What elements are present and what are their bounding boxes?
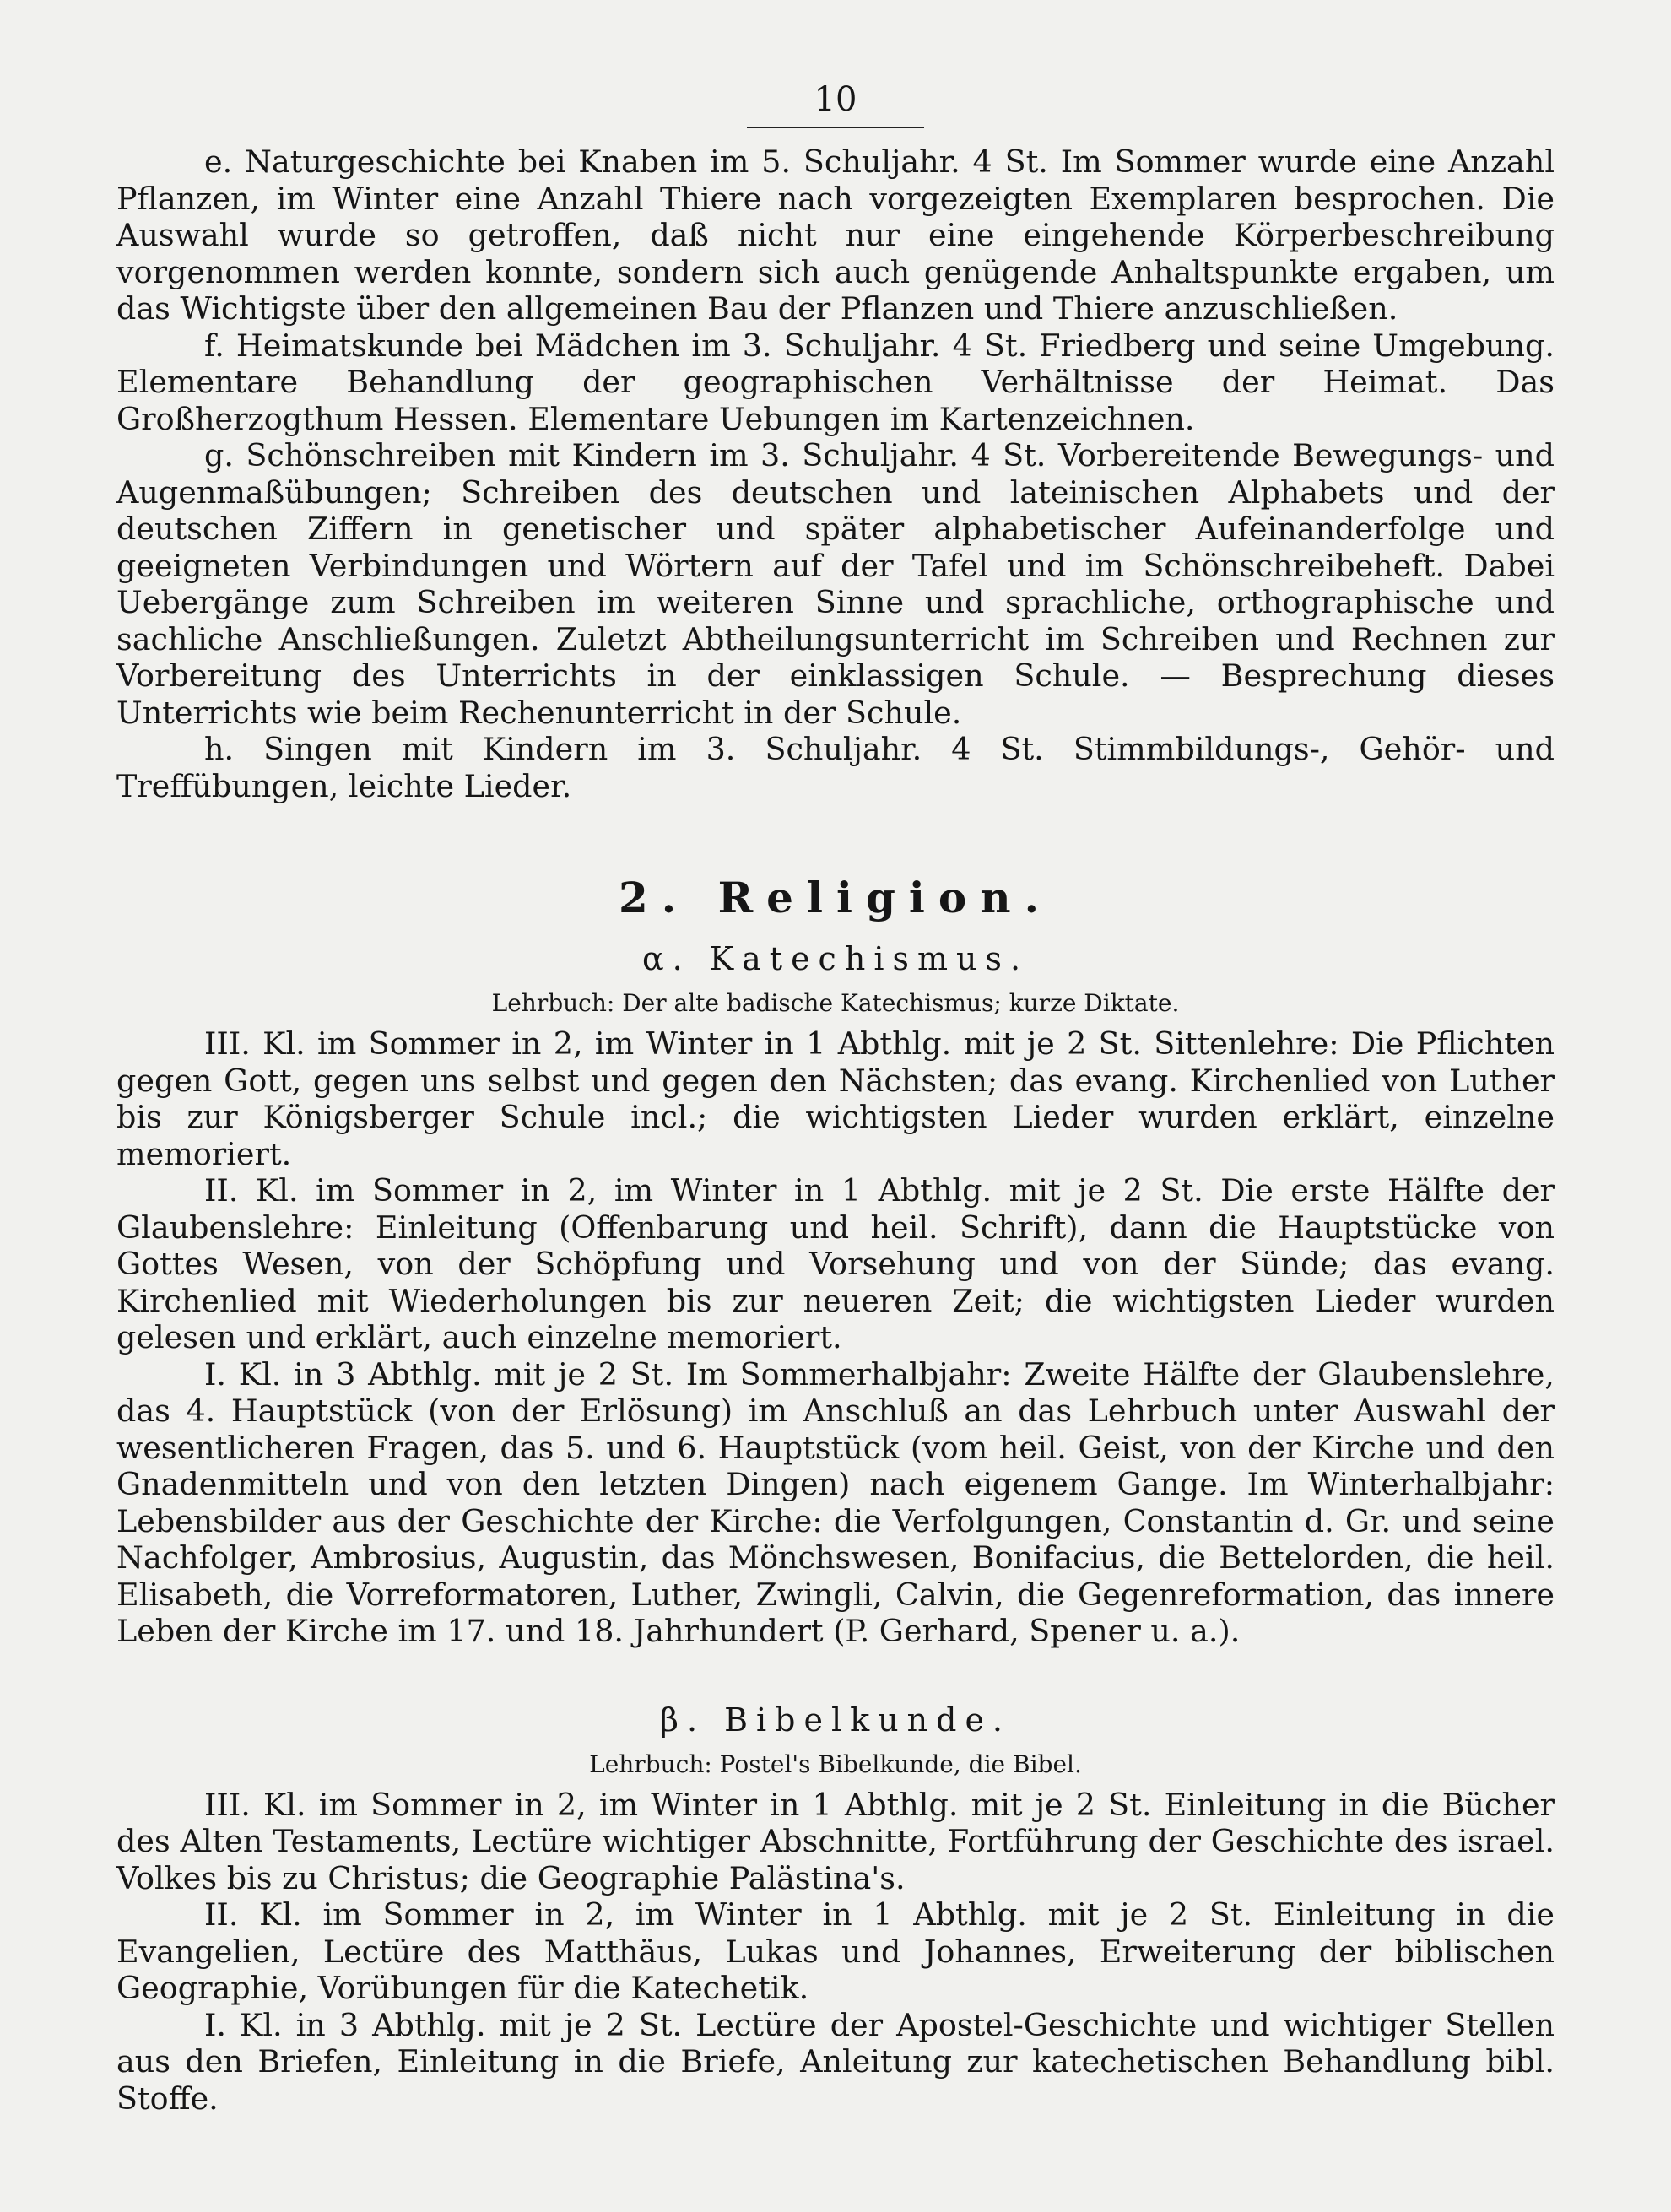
intro-section [116, 143, 1555, 804]
paragraph-katechismus-klasse-1: I. Kl. in 3 Abthlg. mit je 2 St. Im Sommerhalbjahr: Zweite Hälfte der Glaubenslehre, das 4. Hauptstück (von der Erlösung) im Anschluß an das Lehrbuch unter Auswahl der wesentlicheren Fragen, das 5. und 6. Hauptstück (vom heil. Geist, von der Kirche und den Gnadenmitteln und von den letzten Dingen) nach eigenem Gange. Im Winterhalbjahr: Lebensbilder aus der Geschichte der Kirche: die Verfolgungen, Constantin d. Gr. und seine Nachfolger, Ambrosius, Augustin, das Mönchswesen, Bonifacius, die Bettelorden, die heil. Elisabeth, die Vorreformatoren, Luther, Zwingli, Calvin, die Gegenreformation, das innere Leben der Kirche im 17. und 18. Jahrhundert (P. Gerhard, Spener u. a.). [116, 1355, 1555, 1649]
textbook-katechismus: Lehrbuch: Der alte badische Katechismus; kurze Diktate. [491, 989, 1180, 1017]
paragraph-katechismus-klasse-2: II. Kl. im Sommer in 2, im Winter in 1 Abthlg. mit je 2 St. Die erste Hälfte der Glaubenslehre: Einleitung (Offenbarung und heil. Schrift), dann die Hauptstücke von Gottes Wesen, von der Schöpfung und Vorsehung und von der Sünde; das evang. Kirchenlied mit Wiederholungen bis zur neueren Zeit; die wichtigsten Lieder wurden gelesen und erklärt, auch einzelne memoriert. [116, 1172, 1555, 1355]
paragraph-katechismus-klasse-3: III. Kl. im Sommer in 2, im Winter in 1 Abthlg. mit je 2 St. Sittenlehre: Die Pflichten gegen Gott, gegen uns selbst und gegen den Nächsten; das evang. Kirchenlied von Luther bis zur Königsberger Schule incl.; die wichtigsten Lieder wurden erklärt, einzelne memoriert. [116, 1025, 1555, 1172]
subsection-title-bibelkunde: β. Bibelkunde. [659, 1701, 1012, 1739]
paragraph-bibelkunde-klasse-1: I. Kl. in 3 Abthlg. mit je 2 St. Lectüre der Apostel-Geschichte und wichtiger Stellen aus den Briefen, Einleitung in die Briefe, Anleitung zur katechetischen Behandlung bibl. Stoffe. [116, 2006, 1555, 2117]
paragraph-singen: h. Singen mit Kindern im 3. Schuljahr. 4 St. Stimmbildungs-, Gehör- und Treffübungen, leichte Lieder. [116, 731, 1555, 804]
subsection-katechismus [116, 939, 1555, 1650]
page-number: 10 [814, 80, 857, 119]
paragraph-schoenschreiben: g. Schönschreiben mit Kindern im 3. Schuljahr. 4 St. Vorbereitende Bewegungs- und Augenmaßübungen; Schreiben des deutschen und lateinischen Alphabets und der deutschen Ziffern in genetischer und später alphabetischer Aufeinanderfolge und geeigneten Verbindungen und Wörtern auf der Tafel und im Schönschreibeheft. Dabei Uebergänge zum Schreiben im weiteren Sinne und sprachliche, orthographische und sachliche Anschließungen. Zuletzt Abtheilungsunterricht im Schreiben und Rechnen zur Vorbereitung des Unterrichts in der einklassigen Schule. — Besprechung dieses Unterrichts wie beim Rechenunterricht in der Schule. [116, 437, 1555, 731]
subsection-title-katechismus: α. Katechismus. [641, 940, 1030, 977]
textbook-bibelkunde: Lehrbuch: Postel's Bibelkunde, die Bibel. [589, 1750, 1082, 1778]
paragraph-bibelkunde-klasse-3: III. Kl. im Sommer in 2, im Winter in 1 Abthlg. mit je 2 St. Einleitung in die Bücher des Alten Testaments, Lectüre wichtiger Abschnitte, Fortführung der Geschichte des israel. Volkes bis zu Christus; die Geographie Palästina's. [116, 1786, 1555, 1896]
paragraph-naturgeschichte: e. Naturgeschichte bei Knaben im 5. Schuljahr. 4 St. Im Sommer wurde eine Anzahl Pflanzen, im Winter eine Anzahl Thiere nach vorgezeigten Exemplaren besprochen. Die Auswahl wurde so getroffen, daß nicht nur eine eingehende Körperbeschreibung vorgenommen werden konnte, sondern sich auch genügende Anhaltspunkte ergaben, um das Wichtigste über den allgemeinen Bau der Pflanzen und Thiere anzuschließen. [116, 143, 1555, 327]
paragraph-bibelkunde-klasse-2: II. Kl. im Sommer in 2, im Winter in 1 Abthlg. mit je 2 St. Einleitung in die Evangelien, Lectüre des Matthäus, Lukas und Johannes, Erweiterung der biblischen Geographie, Vorübungen für die Katechetik. [116, 1896, 1555, 2006]
subsection-bibelkunde [116, 1701, 1555, 2117]
section-title-religion: 2. Religion. [618, 873, 1053, 922]
page-number-rule [747, 127, 924, 128]
paragraph-heimatskunde: f. Heimatskunde bei Mädchen im 3. Schuljahr. 4 St. Friedberg und seine Umgebung. Elementare Behandlung der geographischen Verhältnisse der Heimat. Das Großherzogthum Hessen. Elementare Uebungen im Kartenzeichnen. [116, 327, 1555, 437]
